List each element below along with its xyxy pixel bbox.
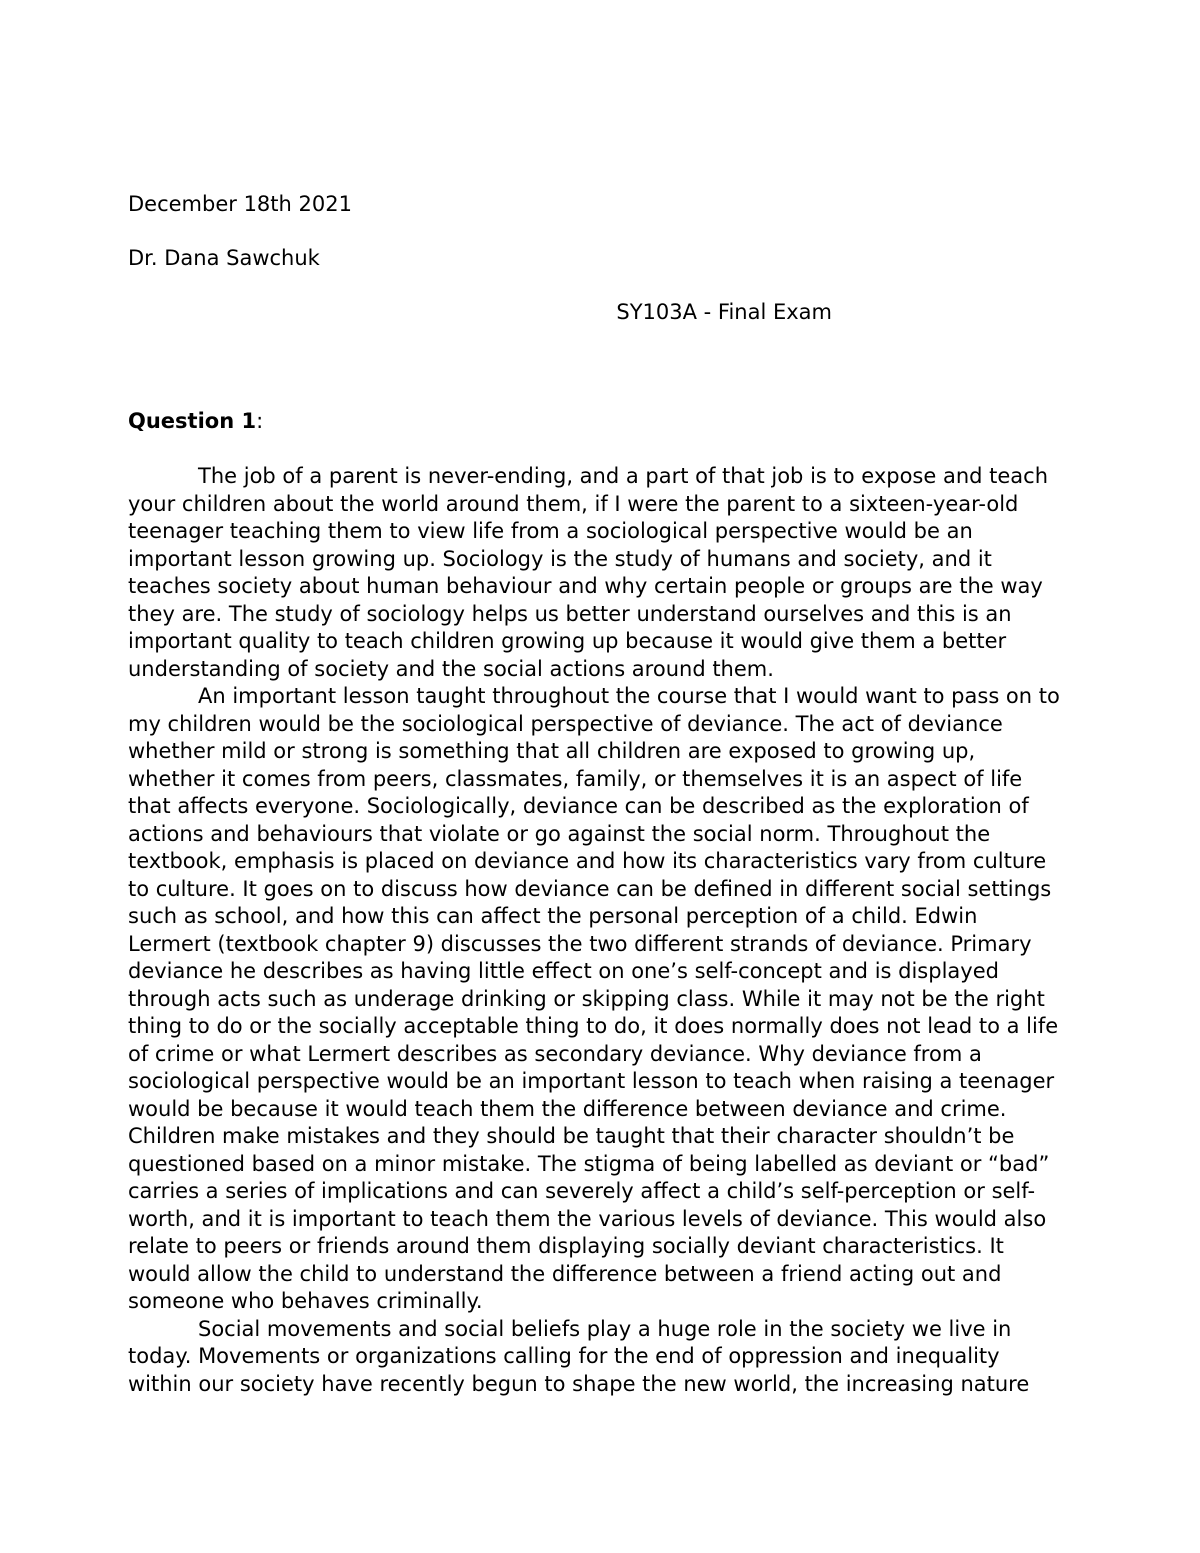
essay-line: Children make mistakes and they should be taught that their character shouldn’t be <box>128 1124 1015 1148</box>
essay-line: your children about the world around them, if I were the parent to a sixteen-year-old <box>128 491 1019 516</box>
essay-line: An important lesson taught throughout the course that I would want to pass on to <box>198 684 1060 708</box>
essay-line: worth, and it is important to teach them the various levels of deviance. This would also <box>128 1206 1047 1231</box>
essay-line: sociological perspective would be an important lesson to teach when raising a teenager <box>128 1069 1055 1093</box>
essay-line: relate to peers or friends around them displaying socially deviant characteristics. It <box>128 1234 1004 1258</box>
exam-title: SY103A - Final Exam <box>616 300 832 324</box>
essay-line: such as school, and how this can affect the personal perception of a child. Edwin <box>128 904 978 928</box>
essay-line: textbook, emphasis is placed on deviance and how its characteristics vary from culture <box>128 849 1047 873</box>
essay-line: important quality to teach children growing up because it would give them a better <box>128 629 1007 653</box>
essay-line: questioned based on a minor mistake. The stigma of being labelled as deviant or “bad” <box>128 1151 1050 1176</box>
essay-line: carries a series of implications and can severely affect a child’s self-perception or self- <box>128 1179 1036 1203</box>
essay-line: would be because it would teach them the difference between deviance and crime. <box>128 1096 1007 1121</box>
essay-line: whether mild or strong is something that all children are exposed to growing up, <box>128 739 976 763</box>
essay-line: teaches society about human behaviour and why certain people or groups are the way <box>128 574 1043 598</box>
essay-line: to culture. It goes on to discuss how deviance can be defined in different social settings <box>128 876 1052 901</box>
essay-line: whether it comes from peers, classmates, family, or themselves it is an aspect of life <box>128 766 1023 791</box>
essay-line: thing to do or the socially acceptable thing to do, it does normally does not lead to a life <box>128 1014 1059 1038</box>
essay-line: understanding of society and the social actions around them. <box>128 656 774 681</box>
essay-line: important lesson growing up. Sociology is the study of humans and society, and it <box>128 546 992 571</box>
question-heading <box>128 408 263 436</box>
essay-line: today. Movements or organizations calling for the end of oppression and inequality <box>128 1344 1000 1368</box>
question-label: Question 1 <box>128 409 257 433</box>
essay-line: The job of a parent is never-ending, and a part of that job is to expose and teach <box>198 464 1049 488</box>
essay-line: would allow the child to understand the difference between a friend acting out and <box>128 1261 1002 1286</box>
date-line: December 18th 2021 <box>128 192 352 216</box>
essay-line: Lermert (textbook chapter 9) discusses the two different strands of deviance. Primary <box>128 931 1032 956</box>
recipient-line: Dr. Dana Sawchuk <box>128 246 320 270</box>
essay-line: my children would be the sociological perspective of deviance. The act of deviance <box>128 711 1003 736</box>
essay-line: Social movements and social beliefs play a huge role in the society we live in <box>198 1316 1012 1341</box>
essay-line: within our society have recently begun to shape the new world, the increasing nature <box>128 1371 1030 1396</box>
essay-body <box>128 463 1078 1398</box>
essay-line: actions and behaviours that violate or go against the social norm. Throughout the <box>128 821 991 846</box>
question-suffix: : <box>256 409 264 433</box>
essay-line: of crime or what Lermert describes as secondary deviance. Why deviance from a <box>128 1041 982 1066</box>
essay-line: that affects everyone. Sociologically, deviance can be described as the exploration of <box>128 794 1029 818</box>
essay-line: through acts such as underage drinking or skipping class. While it may not be the right <box>128 986 1045 1011</box>
essay-line: deviance he describes as having little effect on one’s self-concept and is displayed <box>128 959 999 983</box>
essay-line: they are. The study of sociology helps us better understand ourselves and this is an <box>128 601 1012 626</box>
essay-line: someone who behaves criminally. <box>128 1289 483 1313</box>
essay-line: teenager teaching them to view life from a sociological perspective would be an <box>128 519 973 543</box>
